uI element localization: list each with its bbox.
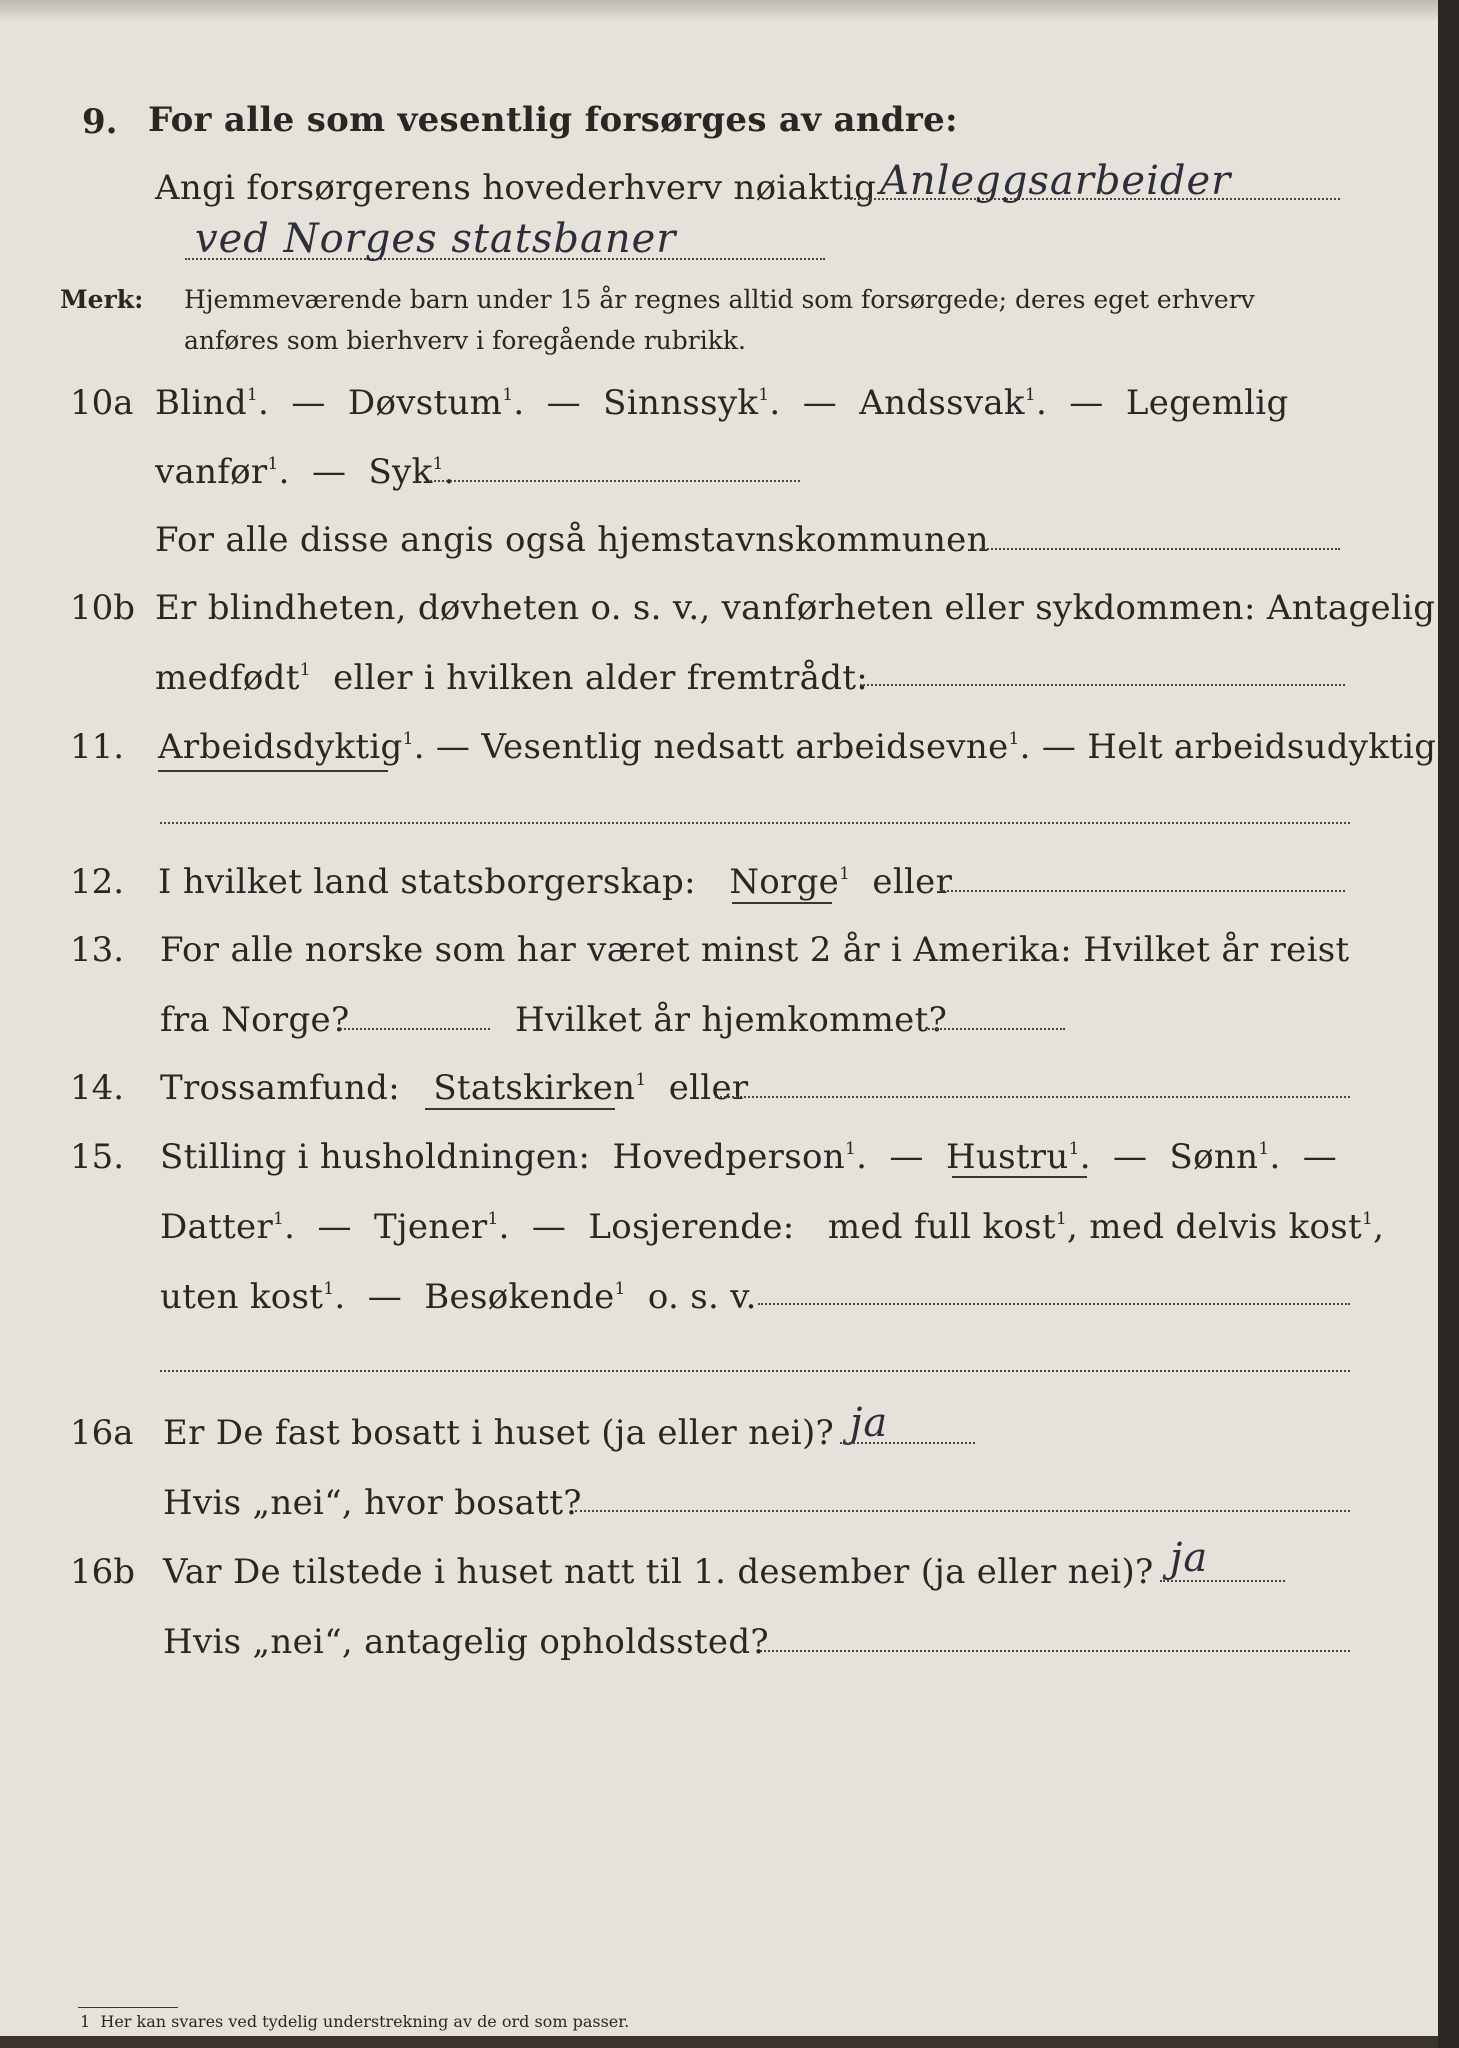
q11-line1: Arbeidsdyktig$^1$. — Vesentlig nedsatt arbeidsevne$^1$. — Helt arbeidsudyktig$^1$. xyxy=(158,727,1459,767)
option-norge[interactable]: Norge xyxy=(729,862,840,902)
q16a-bosatt-line xyxy=(575,1510,1350,1512)
q12-answer-line xyxy=(940,890,1345,892)
merk-label: Merk: xyxy=(60,285,144,314)
option-hustru[interactable]: Hustru xyxy=(945,1137,1069,1177)
option-losjerende: Losjerende: xyxy=(588,1207,795,1247)
underline-norge xyxy=(732,902,832,904)
option-tjener[interactable]: Tjener xyxy=(374,1207,488,1247)
q15-line3: uten kost$^1$. — Besøkende$^1$ o. s. v. xyxy=(160,1277,757,1317)
option-vanfor[interactable]: vanfør xyxy=(155,452,268,492)
q16b-number: 16b xyxy=(70,1552,136,1592)
q13-line1: For alle norske som har været minst 2 år i Amerika: Hvilket år reist xyxy=(160,930,1350,970)
q14-number: 14. xyxy=(70,1068,125,1108)
q9-handwritten-answer-1: Anleggsarbeider xyxy=(880,158,1232,204)
option-besokende[interactable]: Besøkende xyxy=(424,1277,615,1317)
merk-line1: Hjemmeværende barn under 15 år regnes alltid som forsørgede; deres eget erhverv xyxy=(184,285,1255,314)
q10a-line2: vanfør$^1$. — Syk$^1$. xyxy=(155,452,455,492)
footnote-rule xyxy=(78,2007,178,2008)
q13-label-b: Hvilket år hjemkommet? xyxy=(515,1000,948,1040)
q13-hjemkommet-line xyxy=(925,1028,1065,1030)
option-andssvak[interactable]: Andssvak xyxy=(859,383,1025,423)
option-uten-kost[interactable]: uten kost xyxy=(160,1277,324,1317)
option-delvis-kost[interactable]: med delvis kost xyxy=(1089,1207,1362,1247)
q15-answer-line1 xyxy=(758,1303,1350,1305)
q10a-syk-line xyxy=(430,480,800,482)
option-statskirken[interactable]: Statskirken xyxy=(433,1068,636,1108)
option-sinnssyk[interactable]: Sinnssyk xyxy=(603,383,759,423)
option-medfodt[interactable]: medfødt xyxy=(155,658,300,698)
q12-number: 12. xyxy=(70,862,125,902)
q15-line2: Datter$^1$. — Tjener$^1$. — Losjerende: med full kost$^1$, med delvis kost$^1$, xyxy=(160,1207,1385,1247)
q13-reist-line xyxy=(340,1028,490,1030)
q12-line: I hvilket land statsborgerskap: Norge$^1$ eller xyxy=(158,862,953,902)
q14-line: Trossamfund: Statskirken$^1$ eller xyxy=(160,1068,749,1108)
q16b-opholdssted-line xyxy=(760,1650,1350,1652)
q9-title: For alle som vesentlig forsørges av andre: xyxy=(148,100,958,140)
option-sonn[interactable]: Sønn xyxy=(1169,1137,1259,1177)
option-nedsatt-arbeidsevne[interactable]: Vesentlig nedsatt arbeidsevne xyxy=(481,727,1009,767)
option-full-kost[interactable]: med full kost xyxy=(827,1207,1056,1247)
q14-answer-line xyxy=(715,1096,1350,1098)
q16a-number: 16a xyxy=(70,1413,134,1453)
option-arbeidsudyktig[interactable]: Helt arbeidsudyktig xyxy=(1087,727,1437,767)
q15-number: 15. xyxy=(70,1137,125,1177)
q13-label-a: fra Norge? xyxy=(160,1000,350,1040)
underline-arbeidsdyktig xyxy=(158,770,388,772)
q16a-answer-line xyxy=(840,1442,975,1444)
q15-line1: Stilling i husholdningen: Hovedperson$^1$. — Hustru$^1$. — Sønn$^1$. — xyxy=(160,1137,1338,1177)
q16a-label2: Hvis „nei“, hvor bosatt? xyxy=(163,1483,582,1523)
option-hovedperson[interactable]: Hovedperson xyxy=(612,1137,845,1177)
option-datter[interactable]: Datter xyxy=(160,1207,274,1247)
option-legemlig[interactable]: Legemlig xyxy=(1125,383,1289,423)
q10b-alder-line xyxy=(860,684,1345,686)
q9-label: Angi forsørgerens hovederhverv nøiaktig xyxy=(155,168,877,208)
q15-answer-line2 xyxy=(160,1370,1350,1372)
q9-handwritten-answer-2: ved Norges statsbaner xyxy=(195,216,677,262)
q16a-label: Er De fast bosatt i huset (ja eller nei)? xyxy=(163,1413,835,1453)
option-syk[interactable]: Syk xyxy=(368,452,433,492)
q10a-line1: Blind$^1$. — Døvstum$^1$. — Sinnssyk$^1$. — Andssvak$^1$. — Legemlig xyxy=(155,383,1289,423)
page-edge-bottom xyxy=(0,2036,1438,2048)
q16b-handwritten-answer: ja xyxy=(1170,1535,1209,1581)
merk-line2: anføres som bierhverv i foregående rubrikk. xyxy=(184,326,746,355)
q11-number: 11. xyxy=(70,727,125,767)
q10b-line2: medfødt$^1$ eller i hvilken alder fremtrådt: xyxy=(155,658,869,698)
q10b-line1: Er blindheten, døvheten o. s. v., vanførheten eller sykdommen: Antagelig xyxy=(155,588,1436,628)
q10a-kommune-line xyxy=(980,548,1340,550)
footnote: 1 Her kan svares ved tydelig understrekning av de ord som passer. xyxy=(80,2012,630,2031)
q10b-number: 10b xyxy=(70,588,136,628)
page-edge-top xyxy=(0,0,1438,22)
option-dovstum[interactable]: Døvstum xyxy=(347,383,503,423)
q10a-line3: For alle disse angis også hjemstavnskommunen xyxy=(155,520,989,560)
q13-number: 13. xyxy=(70,930,125,970)
option-blind[interactable]: Blind xyxy=(155,383,247,423)
q16b-answer-line xyxy=(1160,1580,1285,1582)
option-arbeidsdyktig[interactable]: Arbeidsdyktig xyxy=(158,727,403,767)
q16b-label2: Hvis „nei“, antagelig opholdssted? xyxy=(163,1622,769,1662)
q16a-handwritten-answer: ja xyxy=(850,1400,889,1446)
q16b-label: Var De tilstede i huset natt til 1. desember (ja eller nei)? xyxy=(163,1552,1154,1592)
q11-answer-line xyxy=(160,822,1350,824)
q10a-number: 10a xyxy=(70,383,134,423)
underline-hustru xyxy=(952,1176,1087,1178)
q9-number: 9. xyxy=(82,102,118,142)
underline-statskirken xyxy=(425,1108,615,1110)
